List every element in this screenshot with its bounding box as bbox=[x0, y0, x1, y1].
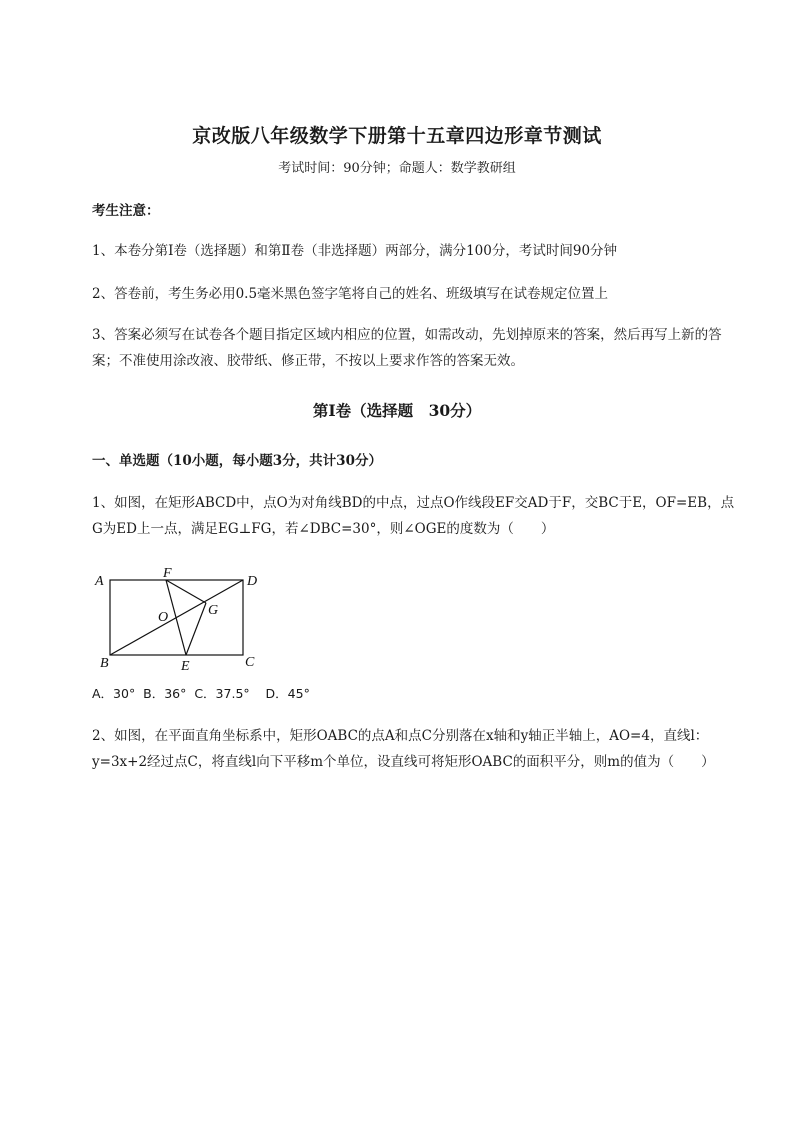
label-g: G bbox=[208, 603, 219, 618]
segment-fe bbox=[166, 580, 186, 655]
note-item-3: 3、答案必须写在试卷各个题目指定区域内相应的位置，如需改动，先划掉原来的答案，然后再写上新的答案；不准使用涂改液、胶带纸、修正带，不按以上要求作答的答案无效。 bbox=[92, 327, 722, 369]
label-c: C bbox=[245, 655, 255, 670]
question-1-text: 1、如图，在矩形ABCD中，点O为对角线BD的中点，过点O作线段EF交AD于F，交BC于E，OF=EB，点G为ED上一点，满足EG⊥FG，若∠DBC=30°，则∠OGE的度数为（ ） bbox=[92, 495, 735, 537]
part-heading: 一、单选题（10小题，每小题3分，共计30分） bbox=[92, 453, 382, 469]
segment-fg bbox=[166, 580, 206, 603]
rectangle-diagram bbox=[90, 563, 280, 678]
question-1-choices: A．30° B．36° C．37.5° D．45° bbox=[92, 686, 310, 701]
label-d: D bbox=[247, 574, 258, 589]
page-title: 京改版八年级数学下册第十五章四边形章节测试 bbox=[192, 125, 602, 147]
label-f: F bbox=[163, 566, 172, 581]
notes-heading: 考生注意： bbox=[92, 203, 160, 219]
question-1-figure bbox=[90, 563, 280, 682]
label-o: O bbox=[158, 610, 169, 625]
label-e: E bbox=[181, 659, 190, 674]
label-a: A bbox=[95, 574, 104, 589]
question-2-text: 2、如图，在平面直角坐标系中，矩形OABC的点A和点C分别落在x轴和y轴正半轴上，AO=4，直线l：y=3x+2经过点C，将直线l向下平移m个单位，设直线可将矩形OABC的面积平分，则m的值为（ ） bbox=[92, 728, 715, 770]
label-b: B bbox=[100, 656, 109, 671]
section-title: 第I卷（选择题 30分） bbox=[312, 401, 482, 420]
note-item-1: 1、本卷分第I卷（选择题）和第Ⅱ卷（非选择题）两部分，满分100分，考试时间90分钟 bbox=[92, 243, 618, 259]
exam-info: 考试时间：90分钟；命题人：数学教研组 bbox=[278, 161, 516, 176]
note-item-2: 2、答卷前，考生务必用0.5毫米黑色签字笔将自己的姓名、班级填写在试卷规定位置上 bbox=[92, 286, 609, 302]
